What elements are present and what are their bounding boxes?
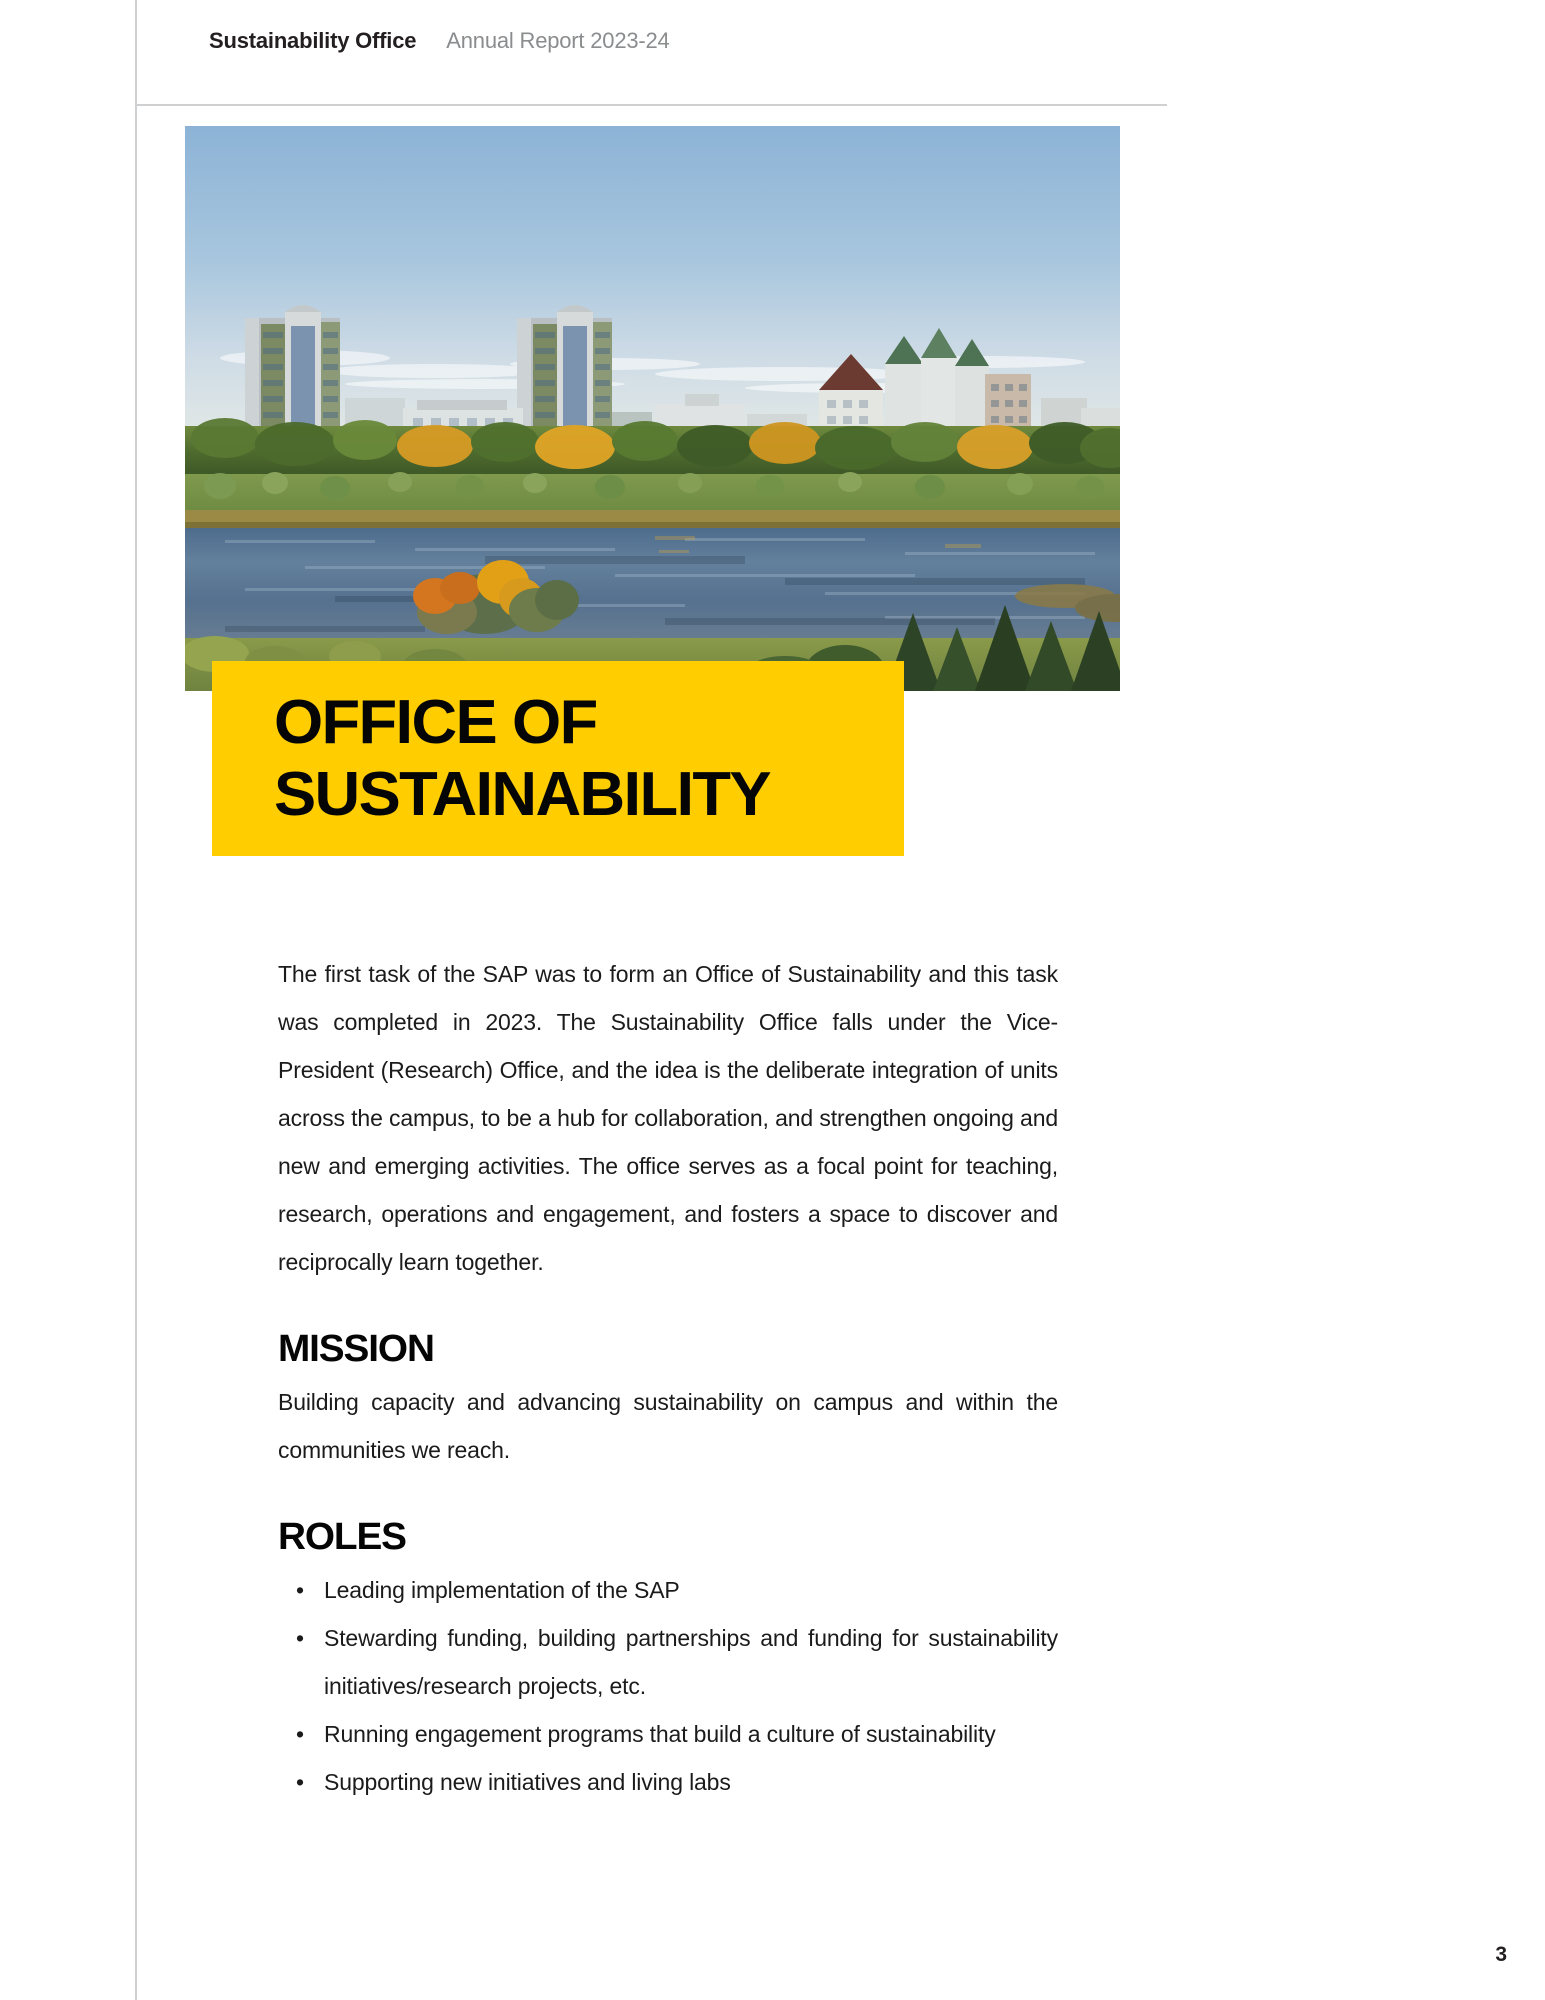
spacer-after-mission bbox=[278, 1474, 1058, 1518]
hero-photo bbox=[185, 126, 1120, 691]
header-title: Sustainability Office bbox=[209, 28, 417, 53]
bullet-icon: • bbox=[296, 1625, 304, 1651]
roles-heading: ROLES bbox=[278, 1516, 406, 1558]
header-divider bbox=[137, 104, 1167, 106]
left-margin-rule bbox=[135, 0, 137, 2000]
hero-title-line-2: SUSTAINABILITY bbox=[274, 759, 770, 829]
list-item-label: Running engagement programs that build a culture of sustainability bbox=[324, 1721, 996, 1747]
list-item bbox=[278, 1710, 1058, 1758]
bullet-icon: • bbox=[296, 1721, 304, 1747]
list-item-label: Stewarding funding, building partnerships and funding for sustainability initiatives/research projects, etc. bbox=[324, 1625, 1058, 1699]
spacer-after-intro bbox=[278, 1286, 1058, 1330]
list-item bbox=[278, 1566, 1058, 1614]
page-header bbox=[137, 0, 1545, 105]
list-item-label: Leading implementation of the SAP bbox=[324, 1577, 680, 1603]
bullet-icon: • bbox=[296, 1577, 304, 1603]
list-item bbox=[278, 1614, 1058, 1710]
mission-heading: MISSION bbox=[278, 1328, 434, 1370]
mission-text: Building capacity and advancing sustainability on campus and within the communities we reach. bbox=[278, 1389, 1058, 1463]
page-content bbox=[278, 950, 1058, 1806]
roles-list bbox=[278, 1566, 1058, 1806]
page-number: 3 bbox=[1495, 1943, 1507, 1966]
header-subtitle: Annual Report 2023-24 bbox=[446, 28, 670, 53]
header-titles bbox=[209, 28, 670, 54]
hero-title-line-1: OFFICE OF bbox=[274, 687, 597, 757]
bullet-icon: • bbox=[296, 1769, 304, 1795]
hero-title-block bbox=[212, 661, 904, 856]
campus-skyline-illustration bbox=[185, 126, 1120, 691]
list-item-label: Supporting new initiatives and living labs bbox=[324, 1769, 731, 1795]
intro-paragraph: The first task of the SAP was to form an Office of Sustainability and this task was completed in 2023. The Sustainability Office falls under the Vice-President (Research) Office, and the idea is the deliberate integration of units across the campus, to be a hub for collaboration, and strengthen ongoing and new and emerging activities. The office serves as a focal point for teaching, research, operations and engagement, and fosters a space to discover and reciprocally learn together. bbox=[278, 961, 1058, 1275]
list-item bbox=[278, 1758, 1058, 1806]
